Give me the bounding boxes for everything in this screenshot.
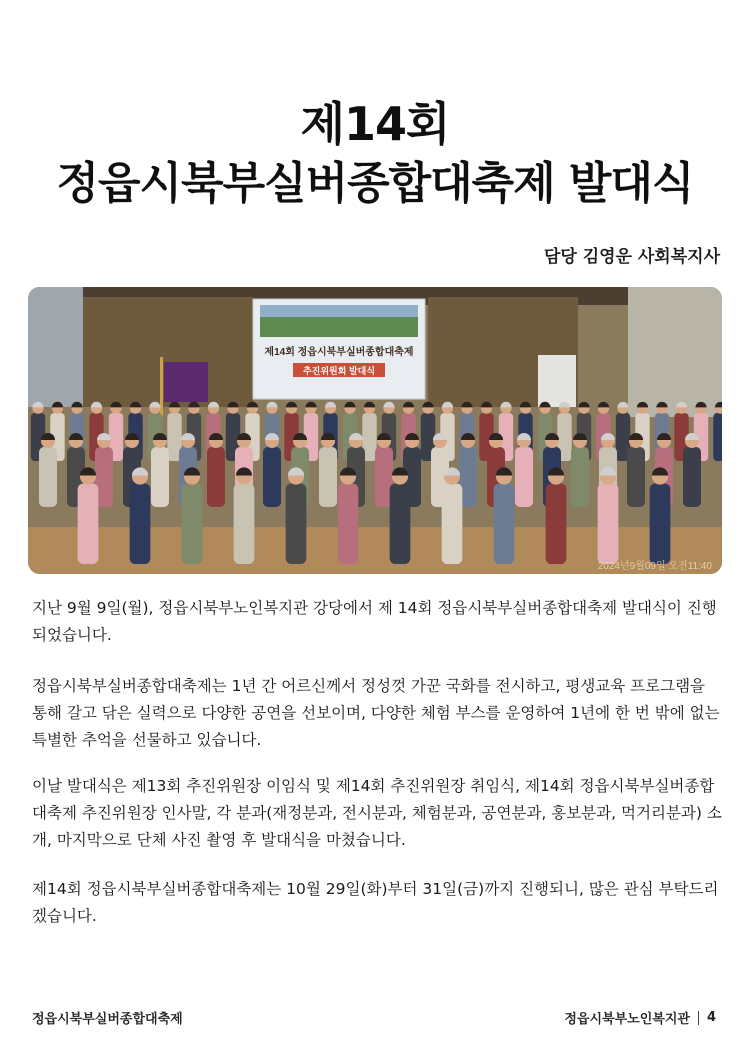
- photo-person-body: [598, 484, 619, 565]
- photo-curtain-white: [628, 287, 722, 417]
- photo-person-body: [571, 447, 589, 507]
- footer-publisher: 정읍시북부노인복지관: [564, 1012, 690, 1027]
- photo-person-body: [234, 484, 255, 565]
- screen-banner-line1: 제14회 정읍시북부실버종합대축제: [264, 347, 414, 358]
- footer-divider: [698, 1011, 699, 1025]
- group-photo: [28, 287, 722, 574]
- author-byline: 담당 김영운 사회복지사: [543, 247, 720, 267]
- photo-timestamp: 2024년9월09일 오전11:40: [597, 561, 712, 572]
- page-title-line2: 정읍시북부실버종합대축제 발대식: [56, 158, 694, 209]
- photo-air-conditioner: [538, 355, 576, 407]
- photo-person-body: [627, 447, 645, 507]
- page-title-line1: 제14회: [300, 97, 450, 151]
- article-paragraph-3: 이날 발대식은 제13회 추진위원장 이임식 및 제14회 추진위원장 취임식, 제14회 정읍시북부실버종합대축제 추진위원장 인사말, 각 분과(재정분과, 전시분과, 체험분과, 공연분과, 홍보분과, 먹거리분과) 소개, 마지막으로 단체 사진 촬영 후 발대식을 마쳤습니다.: [32, 777, 722, 849]
- photo-person-body: [650, 484, 671, 565]
- article-paragraph-1: 지난 9월 9일(월), 정읍시북부노인복지관 강당에서 제 14회 정읍시북부실버종합대축제 발대식이 진행되었습니다.: [32, 599, 717, 644]
- photo-person-body: [319, 447, 337, 507]
- screen-banner-line2: 추진위원회 발대식: [302, 366, 376, 376]
- photo-person-body: [713, 413, 722, 461]
- photo-person-body: [515, 447, 533, 507]
- photo-person-body: [286, 484, 307, 565]
- photo-person-body: [182, 484, 203, 565]
- photo-person-body: [683, 447, 701, 507]
- footer-publication: 정읍시북부실버종합대축제: [32, 1012, 183, 1027]
- photo-person-body: [78, 484, 99, 565]
- photo-person-body: [130, 484, 151, 565]
- article-paragraph-2: 정읍시북부실버종합대축제는 1년 간 어르신께서 정성껏 가꾼 국화를 전시하고, 평생교육 프로그램을 통해 갈고 닦은 실력으로 다양한 공연을 선보이며, 다양한 체험 부스를 운영하여 1년에 한 번 밖에 없는 특별한 추억을 선물하고 있습니다.: [32, 677, 720, 749]
- photo-person-body: [263, 447, 281, 507]
- photo-person-body: [207, 447, 225, 507]
- photo-person-body: [151, 447, 169, 507]
- photo-person-body: [546, 484, 567, 565]
- photo-person-body: [442, 484, 463, 565]
- photo-person-body: [39, 447, 57, 507]
- photo-flag: [164, 362, 208, 402]
- footer-publisher-block: [564, 1008, 716, 1027]
- page-number: 4: [706, 1010, 716, 1025]
- photo-person-body: [494, 484, 515, 565]
- photo-person-body: [338, 484, 359, 565]
- photo-person-body: [390, 484, 411, 565]
- article-paragraph-4: 제14회 정읍시북부실버종합대축제는 10월 29일(화)부터 31일(금)까지 진행되니, 많은 관심 부탁드리겠습니다.: [32, 880, 719, 925]
